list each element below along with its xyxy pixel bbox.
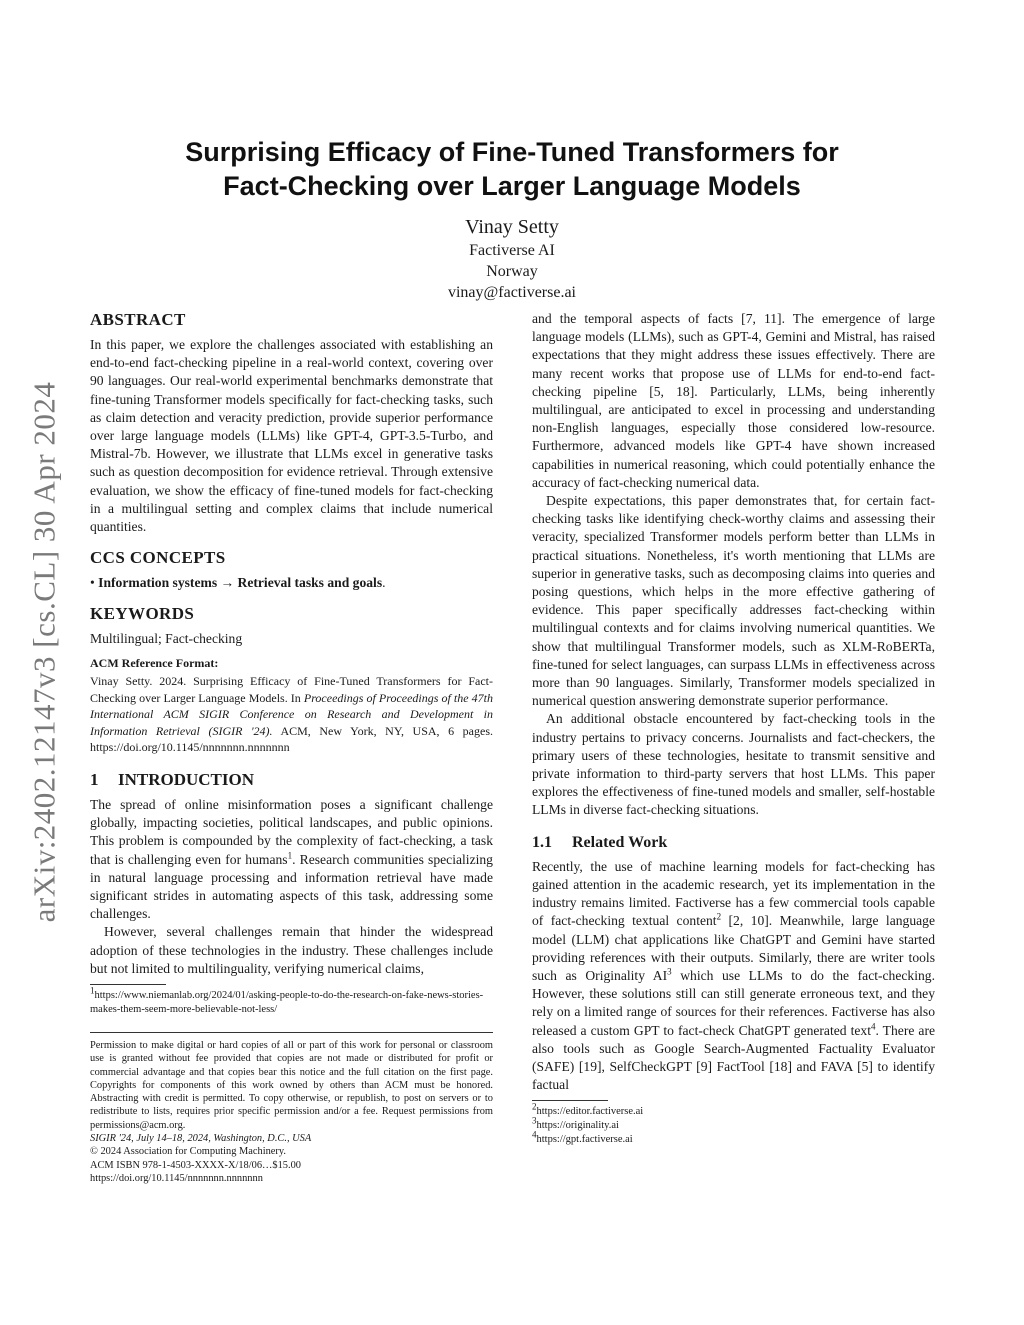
footnote-2 [532,1101,935,1119]
permission-block [90,1032,493,1185]
footnote-3 [532,1115,935,1133]
related-text-3: which use LLMs to do the fact-checking. However, these solutions still can still generate erroneous text, and they rely on a limited range of sources for their references. Factiverse has also released a custom GPT to fact-check ChatGPT generated text [532,967,935,1038]
ccs-heading: CCS CONCEPTS [90,548,226,568]
intro-p1-text-b: . Research communities specializing in natural language processing and information retrieval have made significant strides in automating aspects of this task, addressing some challenges. [90,851,493,922]
intro-paragraph-2: However, several challenges remain that hinder the widespread adoption of these technologies in the industry. These challenges include but not limited to multilinguality, verifying numerical claims, [90,924,493,976]
title-line-1: Surprising Efficacy of Fine-Tuned Transformers for [185,137,839,167]
related-title: Related Work [572,833,668,851]
related-number: 1.1 [532,833,552,851]
acm-ref-label: ACM Reference Format: [90,656,219,671]
copyright-line: © 2024 Association for Computing Machinery. [90,1146,286,1158]
intro-paragraph-4: Despite expectations, this paper demonstrates that, for certain fact-checking tasks like identifying check-worthy claims and assessing their veracity, specialized Transformer models perform better than LLMs in practical situations. Nonetheless, it's worth mentioning that LLMs are superior in generative tasks, such as decomposing claims into queries and posing questions, which helps in the more effective gathering of evidence. This paper specifically addresses fact-checking within multilingual contexts and for claims involving numerical quantities. We show that multilingual Transformer models, such as XLM-RoBERTa, fine-tuned for select languages, can surpass LLMs in effectiveness across more than 90 languages. Similarly, Transformer models specialized in numerical question answering demonstrate superior performance. [532,493,935,709]
author-affiliation: Factiverse AI [469,242,555,259]
ccs-bullet: • [90,575,95,591]
footnote-4-link[interactable]: https://gpt.factiverse.ai [536,1134,633,1146]
paper-title [100,135,924,203]
footnote-2-mark: 2 [532,1101,537,1112]
intro-paragraph-3: and the temporal aspects of facts [7, 11]. The emergence of large language models (LLMs), such as GPT-4, Gemini and Mistral, has raised expectations that they might address these issues effectively. There are many recent works that propose use of LLMs for end-to-end fact-checking pipeline [5, 18]. Particularly, LLMs, being inherently multilingual, are anticipated to excel in processing and understanding non-English languages, especially those considered low-resource. Furthermore, advanced models like GPT-4 have shown increased capabilities in numerical reasoning, which could potentially enhance the accuracy of fact-checking numerical data. [532,311,935,490]
related-work-heading [532,834,935,852]
left-column [90,310,493,1017]
intro-title: INTRODUCTION [118,769,255,789]
related-text-2: [2, 10]. Meanwhile, large language model (LLM) chat applications like ChatGPT and Gemini have started providing references with their outputs. Similarly, there are writer tools such as Originality AI [532,913,935,983]
isbn-line: ACM ISBN 978-1-4503-XXXX-X/18/06…$15.00 [90,1159,301,1171]
author-country: Norway [486,263,538,280]
permission-text: Permission to make digital or hard copies of all or part of this work for personal or classroom use is granted without fee provided that copies are not made or distributed for profit or commercial advantage and that copies bear this notice and the full citation on the first page. Copyrights for components of this work owned by others than ACM must be honored. Abstracting with credit is permitted. To copy otherwise, or republish, to post on servers or to redistribute to lists, requires prior specific permission and/or a fee. Request permissions from permissions@acm.org. [90,1040,493,1131]
permission-rule [90,1032,493,1033]
footnote-4-mark: 4 [532,1129,537,1140]
intro-paragraph-1 [90,796,493,923]
abstract-heading: ABSTRACT [90,310,186,329]
related-work-paragraph [532,858,935,1095]
footnote-mark-3[interactable]: 3 [667,966,672,977]
keywords-text: Multilingual; Fact-checking [90,631,243,647]
doi-line[interactable]: https://doi.org/10.1145/nnnnnnn.nnnnnnn [90,1172,263,1184]
ccs-concept: Information systems → Retrieval tasks and goals [98,575,383,591]
intro-paragraph-5: An additional obstacle encountered by fact-checking tools in the industry pertains to privacy concerns. Journalists and fact-checkers, the primary users of these technologies, hesitate to transmit sensitive and private information to third-party servers that host LLMs. This paper explores the effectiveness of fine-tuned models and smaller, self-hostable LLMs in diverse fact-checking situations. [532,711,935,818]
related-text-1: Recently, the use of machine learning models for fact-checking has gained attention in the academic research, yet its implementation in the industry remains limited. Factiverse has a few commercial tools capable of fact-checking textual content [532,858,935,929]
footnote-4 [532,1129,935,1147]
footnote-3-mark: 3 [532,1115,537,1126]
footnote-mark-2[interactable]: 2 [716,911,722,922]
intro-heading [90,770,493,790]
acm-ref-part1: Vinay Setty. 2024. Surprising Efficacy of Fine-Tuned Transformers for Fact-Checking over Larger Language Models. In [90,674,493,705]
footnote-mark-4[interactable]: 4 [871,1020,876,1031]
ccs-period: . [382,575,386,591]
footnote-mark-1[interactable]: 1 [287,850,293,861]
intro-p1-text-a: The spread of online misinformation poses a significant challenge globally, impacting societies, political landscapes, and public opinions. This problem is compounded by the complexity of fact-checking, a task that is challenging even for humans [90,796,493,867]
author-block [300,214,724,303]
arxiv-stamp [24,352,64,952]
arxiv-id: arXiv:2402.12147v3 [cs.CL] 30 Apr 2024 [26,381,61,923]
related-text-4: . There are also tools such as Google Search-Augmented Factuality Evaluator (SAFE) [19], SelfCheckGPT [9] FactTool [18] and FAVA [5] to identify factual [532,1022,936,1093]
acm-ref-proceedings: Proceedings of Proceedings of the 47th International ACM SIGIR Conference on Research and Development in Information Retrieval (SIGIR '24). [90,690,493,738]
footnote-1-link[interactable]: https://www.niemanlab.org/2024/01/asking-people-to-do-the-research-on-fake-news-stories-makes-them-seem-more-believable-not-less/ [90,989,484,1015]
footnote-1 [90,985,493,1017]
footnote-1-mark: 1 [90,985,95,996]
abstract-text: In this paper, we explore the challenges associated with establishing an end-to-end fact-checking pipeline in a real-world context, covering over 90 languages. Our real-world experimental benchmarks demonstrate that fine-tuning Transformer models specifically for fact-checking tasks, such as claim detection and veracity prediction, provide superior performance over large language models (LLMs) like GPT-4, GPT-3.5-Turbo, and Mistral-7b. However, we illustrate that LLMs excel in generative tasks such as question decomposition for evidence retrieval. Through extensive evaluation, we show the efficacy of fine-tuned models for fact-checking in a multilingual setting and complex claims that include numerical quantities. [90,337,493,535]
acm-ref-part3: ACM, New York, NY, USA, 6 pages. https://doi.org/10.1145/nnnnnnn.nnnnnnn [90,723,493,755]
acm-ref-text [90,673,493,756]
author-name: Vinay Setty [465,216,559,238]
intro-number: 1 [90,769,99,789]
ccs-concepts [90,574,493,592]
right-column [532,310,935,1147]
title-line-2: Fact-Checking over Larger Language Models [223,171,801,201]
footnote-3-link[interactable]: https://originality.ai [536,1120,619,1132]
author-email[interactable]: vinay@factiverse.ai [447,284,576,301]
conference-info: SIGIR '24, July 14–18, 2024, Washington, D.C., USA [90,1133,312,1145]
footnote-2-link[interactable]: https://editor.factiverse.ai [536,1106,644,1118]
footnote-rule-right [532,1100,608,1101]
footnote-rule [90,984,166,985]
keywords-heading: KEYWORDS [90,604,195,624]
